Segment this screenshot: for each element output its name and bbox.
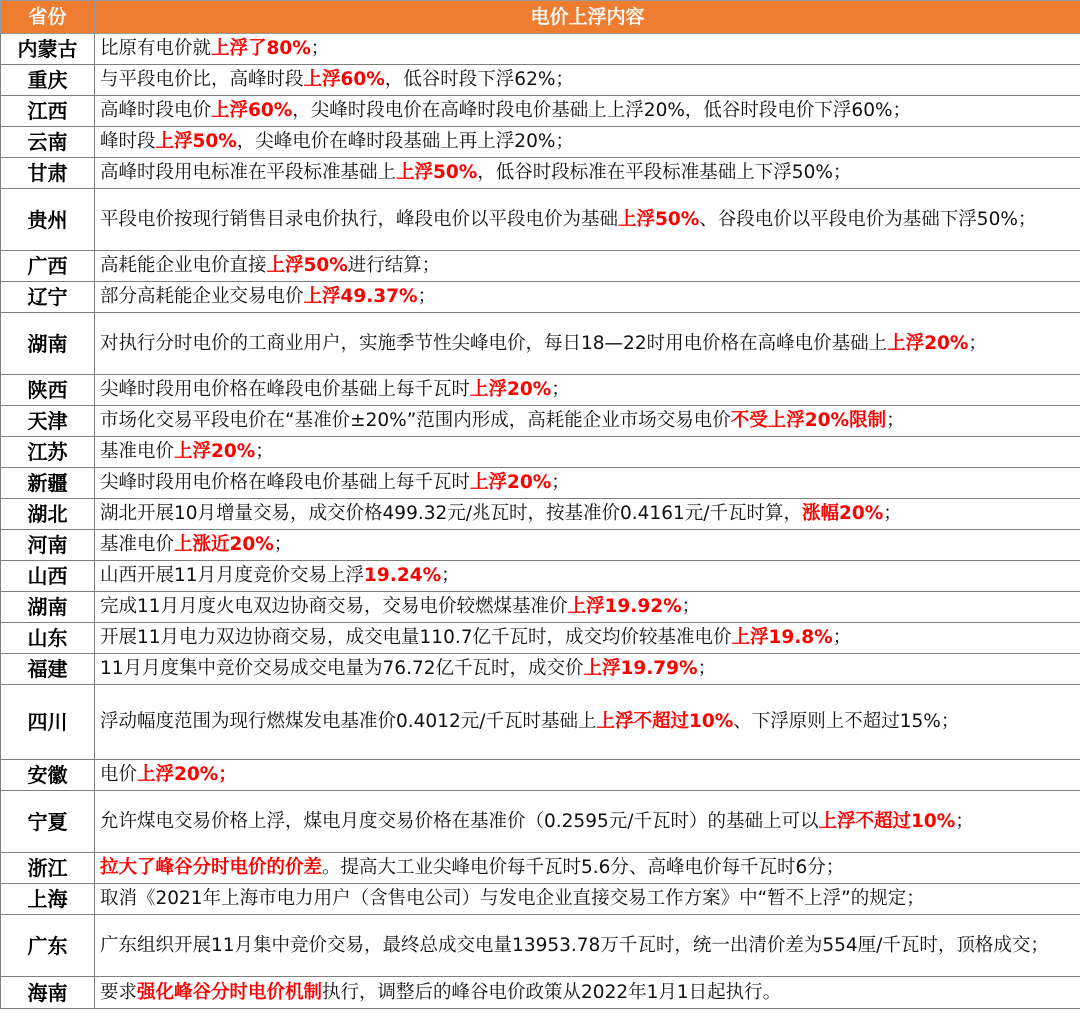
content-text: ； <box>273 534 293 555</box>
province-cell: 上海 <box>1 884 95 915</box>
province-cell: 广东 <box>1 915 95 977</box>
content-text: ，尖峰电价在峰时段基础上再上浮20%； <box>236 131 574 152</box>
table-row <box>1 468 1080 499</box>
highlight-text: 上浮50% <box>618 208 700 230</box>
content-text: ，低谷时段下浮62%； <box>384 69 574 90</box>
province-cell: 内蒙古 <box>1 34 95 65</box>
highlight-text: 上浮20% <box>470 472 552 493</box>
content-text: 对执行分时电价的工商业用户，实施季节性尖峰电价，每日18—22时用电价格在高峰电价基础上 <box>100 332 888 354</box>
content-text: 广东组织开展11月集中竞价交易，最终总成交电量13953.78万千瓦时，统一出清价差为554厘/千瓦时，顶格成交； <box>100 934 1049 956</box>
content-cell <box>95 34 1080 65</box>
content-cell <box>95 884 1080 915</box>
content-text: 基准电价 <box>100 534 175 555</box>
table-row <box>1 760 1080 791</box>
province-cell: 湖南 <box>1 592 95 623</box>
highlight-text: 上浮20% <box>887 332 969 354</box>
content-cell <box>95 313 1080 375</box>
table-row <box>1 499 1080 530</box>
content-text: 山西开展11月月度竞价交易上浮 <box>100 565 365 586</box>
table-row <box>1 685 1080 760</box>
content-cell <box>95 65 1080 96</box>
province-cell: 宁夏 <box>1 791 95 853</box>
highlight-text: 上浮20% <box>174 441 256 462</box>
content-text: ； <box>955 810 974 832</box>
table-row <box>1 34 1080 65</box>
highlight-text: 上浮19.92% <box>567 596 682 617</box>
content-cell <box>95 654 1080 685</box>
content-cell <box>95 592 1080 623</box>
content-text: ； <box>883 503 902 524</box>
highlight-text: 上浮60% <box>303 69 385 90</box>
content-cell <box>95 561 1080 592</box>
content-text: ； <box>551 472 570 493</box>
province-cell: 湖南 <box>1 313 95 375</box>
province-cell: 辽宁 <box>1 282 95 313</box>
table-row <box>1 189 1080 251</box>
content-text: 、下浮原则上不超过15%； <box>733 711 960 732</box>
content-cell <box>95 158 1080 189</box>
table-row <box>1 530 1080 561</box>
content-cell <box>95 623 1080 654</box>
province-cell: 甘肃 <box>1 158 95 189</box>
table-row <box>1 853 1080 884</box>
content-cell <box>95 127 1080 158</box>
table-row <box>1 592 1080 623</box>
header-row <box>1 1 1080 34</box>
content-cell <box>95 977 1080 1009</box>
table-row <box>1 437 1080 468</box>
content-cell <box>95 760 1080 791</box>
province-cell: 四川 <box>1 685 95 760</box>
content-text: ； <box>886 410 905 431</box>
province-cell: 贵州 <box>1 189 95 251</box>
table-row <box>1 884 1080 915</box>
header-content: 电价上浮内容 <box>95 1 1080 34</box>
content-text: 高峰时段用电标准在平段标准基础上 <box>100 162 397 183</box>
province-cell: 广西 <box>1 251 95 282</box>
content-text: ，低谷时段标准在平段标准基础上下浮50%； <box>477 162 852 183</box>
table-row <box>1 282 1080 313</box>
province-cell: 江西 <box>1 96 95 127</box>
highlight-text: 上涨近20% <box>174 534 274 555</box>
highlight-text: 上浮不超过10% <box>818 810 956 832</box>
content-text: ； <box>697 658 717 679</box>
highlight-text: 上浮20%； <box>137 764 237 785</box>
table-row <box>1 791 1080 853</box>
highlight-text: 上浮19.8% <box>731 627 833 648</box>
province-cell: 新疆 <box>1 468 95 499</box>
content-text: ； <box>310 38 330 59</box>
content-text: 浮动幅度范围为现行燃煤发电基准价0.4012元/千瓦时基础上 <box>100 711 597 732</box>
content-cell <box>95 406 1080 437</box>
table-row <box>1 65 1080 96</box>
content-cell <box>95 915 1080 977</box>
content-text: 比原有电价就 <box>100 38 212 59</box>
highlight-text: 上浮60% <box>211 100 293 121</box>
table-row <box>1 623 1080 654</box>
content-text: ； <box>255 441 274 462</box>
highlight-text: 上浮不超过10% <box>596 711 734 732</box>
table-row <box>1 313 1080 375</box>
province-cell: 浙江 <box>1 853 95 884</box>
highlight-text: 拉大了峰谷分时电价的价差 <box>100 857 323 878</box>
content-text: 高耗能企业电价直接 <box>100 255 267 276</box>
content-text: 部分高耗能企业交易电价 <box>100 286 304 307</box>
highlight-text: 上浮50% <box>396 162 478 183</box>
province-cell: 江苏 <box>1 437 95 468</box>
content-cell <box>95 189 1080 251</box>
content-text: 11月月度集中竞价交易成交电量为76.72亿千瓦时，成交价 <box>100 658 584 679</box>
content-text: ； <box>441 565 460 586</box>
content-text: 尖峰时段用电价格在峰段电价基础上每千瓦时 <box>100 379 471 400</box>
content-text: 与平段电价比，高峰时段 <box>100 69 304 90</box>
table-body <box>1 34 1080 1009</box>
highlight-text: 涨幅20% <box>801 503 884 524</box>
header-province: 省份 <box>1 1 95 34</box>
highlight-text: 19.24% <box>364 565 442 586</box>
province-cell: 山东 <box>1 623 95 654</box>
content-text: 执行，调整后的峰谷电价政策从2022年1月1日起执行。 <box>322 981 782 1003</box>
table-row <box>1 375 1080 406</box>
content-text: ； <box>417 286 437 307</box>
content-cell <box>95 251 1080 282</box>
content-text: ，尖峰时段电价在高峰时段电价基础上上浮20%，低谷时段电价下浮60%； <box>292 100 912 121</box>
table-row <box>1 251 1080 282</box>
province-cell: 天津 <box>1 406 95 437</box>
highlight-text: 强化峰谷分时电价机制 <box>137 981 323 1003</box>
table-row <box>1 158 1080 189</box>
content-text: 。提高大工业尖峰电价每千瓦时5.6分、高峰电价每千瓦时6分； <box>322 857 845 878</box>
content-text: 基准电价 <box>100 441 175 462</box>
highlight-text: 上浮19.79% <box>583 658 698 679</box>
table-row <box>1 915 1080 977</box>
content-text: 取消《2021年上海市电力用户（含售电公司）与发电企业直接交易工作方案》中“暂不上浮”的规定； <box>100 888 925 909</box>
table-row <box>1 977 1080 1009</box>
content-text: ； <box>551 379 570 400</box>
content-text: 电价 <box>100 764 138 785</box>
content-text: 、谷段电价以平段电价为基础下浮50%； <box>699 208 1037 230</box>
table-row <box>1 96 1080 127</box>
content-text: 高峰时段电价 <box>100 100 212 121</box>
content-text: 开展11月电力双边协商交易，成交电量110.7亿千瓦时，成交均价较基准电价 <box>100 627 732 648</box>
province-cell: 海南 <box>1 977 95 1009</box>
content-text: 尖峰时段用电价格在峰段电价基础上每千瓦时 <box>100 472 471 493</box>
province-cell: 河南 <box>1 530 95 561</box>
content-cell <box>95 685 1080 760</box>
province-cell: 陕西 <box>1 375 95 406</box>
content-cell <box>95 853 1080 884</box>
content-cell <box>95 530 1080 561</box>
content-text: 进行结算； <box>347 255 441 276</box>
province-cell: 云南 <box>1 127 95 158</box>
content-text: 允许煤电交易价格上浮，煤电月度交易价格在基准价（0.2595元/千瓦时）的基础上可以 <box>100 810 819 832</box>
highlight-text: 上浮了80% <box>211 38 311 59</box>
content-cell <box>95 375 1080 406</box>
content-text: 湖北开展10月增量交易，成交价格499.32元/兆瓦时，按基准价0.4161元/千瓦时算， <box>100 503 802 524</box>
table-row <box>1 406 1080 437</box>
table-row <box>1 654 1080 685</box>
highlight-text: 上浮50% <box>266 255 348 276</box>
content-text: 峰时段 <box>100 131 156 152</box>
province-cell: 重庆 <box>1 65 95 96</box>
table-row <box>1 561 1080 592</box>
highlight-text: 上浮50% <box>155 131 237 152</box>
province-cell: 山西 <box>1 561 95 592</box>
content-text: ； <box>968 332 987 354</box>
content-cell <box>95 468 1080 499</box>
table-row <box>1 127 1080 158</box>
content-cell <box>95 791 1080 853</box>
content-text: ； <box>681 596 701 617</box>
province-cell: 福建 <box>1 654 95 685</box>
content-cell <box>95 437 1080 468</box>
province-cell: 湖北 <box>1 499 95 530</box>
content-text: 要求 <box>100 981 138 1003</box>
highlight-text: 不受上浮20%限制 <box>730 410 887 431</box>
content-cell <box>95 96 1080 127</box>
content-text: 平段电价按现行销售目录电价执行，峰段电价以平段电价为基础 <box>100 208 619 230</box>
content-text: 市场化交易平段电价在“基准价±20%”范围内形成，高耗能企业市场交易电价 <box>100 410 731 431</box>
content-cell <box>95 499 1080 530</box>
highlight-text: 上浮20% <box>470 379 552 400</box>
content-cell <box>95 282 1080 313</box>
highlight-text: 上浮49.37% <box>303 286 418 307</box>
province-cell: 安徽 <box>1 760 95 791</box>
content-text: 完成11月月度火电双边协商交易，交易电价较燃煤基准价 <box>100 596 568 617</box>
content-text: ； <box>832 627 852 648</box>
